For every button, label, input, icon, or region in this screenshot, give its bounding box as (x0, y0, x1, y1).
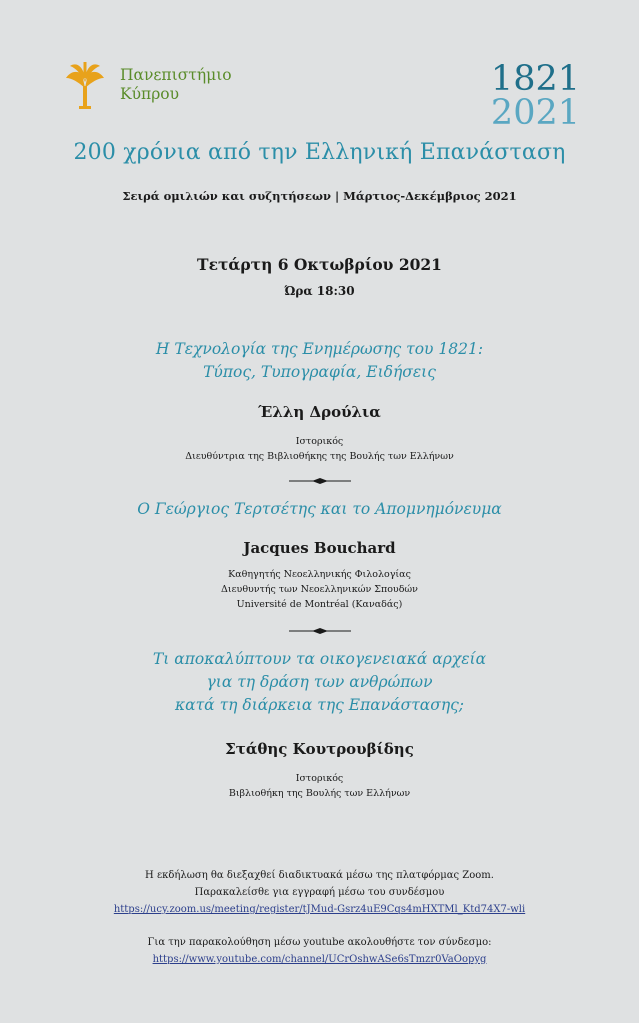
zoom-info (0, 867, 639, 918)
main-title: 200 χρόνια από την Ελληνική Επανάσταση (73, 140, 566, 165)
talk-2-title (0, 498, 639, 521)
talk-2-speaker: Jacques Bouchard (243, 539, 396, 557)
talk-3-title (0, 648, 639, 717)
event-date: Τετάρτη 6 Οκτωβρίου 2021 (197, 255, 442, 274)
talk-1-title (0, 338, 639, 384)
anniversary-years (484, 59, 580, 133)
talk-2-title-line: Ο Γεώργιος Τερτσέτης και το Απομνημόνευμα (137, 500, 502, 518)
talk-1-role: Διευθύντρια της Βιβλιοθήκης της Βουλής των Ελλήνων (185, 451, 454, 462)
talk-3-title-line: για τη δράση των ανθρώπων (206, 673, 433, 691)
university-name-line1: Πανεπιστήμιο (120, 66, 232, 84)
youtube-info-line: Για την παρακολούθηση μέσω youtube ακολουθήστε τον σύνδεσμο: (147, 937, 492, 948)
talk-3-title-line: Τι αποκαλύπτουν τα οικογενειακά αρχεία (152, 650, 487, 668)
event-time: Ώρα 18:30 (284, 284, 355, 298)
university-logo-icon (64, 60, 106, 110)
series-subtitle: Σειρά ομιλιών και συζητήσεων | Μάρτιος-Δεκέμβριος 2021 (122, 189, 517, 203)
university-name-line2: Κύπρου (120, 85, 180, 103)
youtube-channel-link[interactable]: https://www.youtube.com/channel/UCrOshwASe6sTmzr0VaOopyg (152, 954, 487, 965)
talk-2-role: Université de Montréal (Καναδάς) (236, 599, 403, 610)
talk-3-role: Ιστορικός (295, 773, 344, 784)
zoom-registration-link[interactable]: https://ucy.zoom.us/meeting/register/tJMud-Gsrz4uE9Cqs4mHXTMl_Ktd74X7-wli (113, 904, 526, 915)
talk-3-speaker: Στάθης Κουτρουβίδης (225, 740, 414, 758)
talk-1-role: Ιστορικός (295, 436, 344, 447)
talk-2-role: Διευθυντής των Νεοελληνικών Σπουδών (221, 584, 418, 595)
talk-1-title-line: Τύπος, Τυπογραφία, Ειδήσεις (203, 363, 436, 381)
youtube-info (0, 934, 639, 968)
year-2021: 2021 (490, 93, 580, 133)
talk-2-role: Καθηγητής Νεοελληνικής Φιλολογίας (228, 569, 411, 580)
talk-3-role: Βιβλιοθήκη της Βουλής των Ελλήνων (228, 788, 411, 799)
ornament-divider-2 (289, 627, 351, 635)
talk-2-roles (0, 567, 639, 612)
talk-1-roles (0, 434, 639, 464)
talk-3-title-line: κατά τη διάρκεια της Επανάστασης; (174, 696, 465, 714)
talk-1-speaker: Έλλη Δρούλια (258, 403, 381, 421)
talk-1-title-line: Η Τεχνολογία της Ενημέρωσης του 1821: (155, 340, 484, 358)
talk-3-roles (0, 771, 639, 801)
year-1821: 1821 (490, 59, 580, 99)
ornament-divider-1 (289, 477, 351, 485)
university-name (120, 66, 232, 104)
zoom-info-line1: Η εκδήλωση θα διεξαχθεί διαδικτυακά μέσω της πλατφόρμας Zoom. (145, 870, 494, 881)
zoom-info-line2: Παρακαλείσθε για εγγραφή μέσω του συνδέσμου (194, 887, 445, 898)
